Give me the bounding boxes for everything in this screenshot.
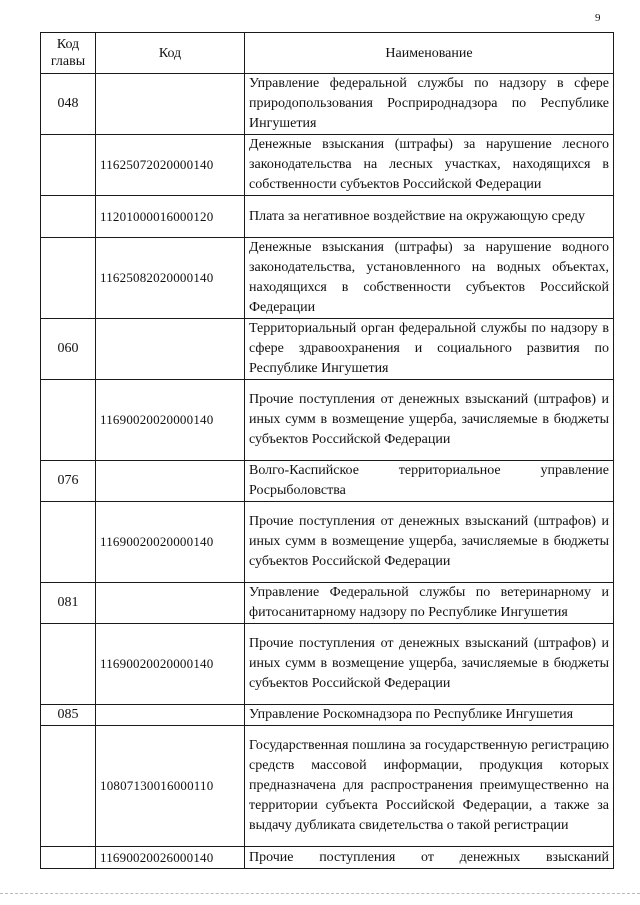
chapter-code-cell	[41, 135, 96, 196]
table-row	[41, 847, 614, 869]
header-name: Наименование	[245, 33, 614, 74]
code-cell	[96, 583, 245, 624]
name-cell: Государственная пошлина за государственную регистрацию средств массовой информации, продукция которых предназначена для распространения преимущественно на территории субъекта Российской Федерации, а также за выдачу дубликата свидетельства о такой регистрации	[245, 726, 614, 847]
code-cell: 10807130016000110	[96, 726, 245, 847]
code-cell	[96, 319, 245, 380]
table-row	[41, 624, 614, 705]
page-number: 9	[595, 12, 601, 24]
table-row	[41, 461, 614, 502]
revenue-codes-table	[40, 32, 614, 869]
name-cell: Управление Роскомнадзора по Республике Ингушетия	[245, 705, 614, 726]
chapter-code-cell	[41, 238, 96, 319]
name-cell: Волго-Каспийское территориальное управление Росрыболовства	[245, 461, 614, 502]
header-chapter-code: Код главы	[41, 33, 96, 74]
bottom-scan-line	[0, 893, 640, 894]
name-cell: Управление Федеральной службы по ветеринарному и фитосанитарному надзору по Республике Ингушетия	[245, 583, 614, 624]
table-row	[41, 74, 614, 135]
table-row	[41, 380, 614, 461]
code-cell: 11201000016000120	[96, 196, 245, 238]
code-cell	[96, 461, 245, 502]
table-header-row	[41, 33, 614, 74]
code-cell: 11690020026000140	[96, 847, 245, 869]
table-row	[41, 135, 614, 196]
name-cell: Денежные взыскания (штрафы) за нарушение водного законодательства, установленного на водных объектах, находящихся в собственности субъектов Российской Федерации	[245, 238, 614, 319]
name-cell: Управление федеральной службы по надзору в сфере природопользования Росприроднадзора по Республике Ингушетия	[245, 74, 614, 135]
table-row	[41, 502, 614, 583]
chapter-code-cell	[41, 502, 96, 583]
name-cell: Территориальный орган федеральной службы по надзору в сфере здравоохранения и социального развития по Республике Ингушетия	[245, 319, 614, 380]
chapter-code-cell: 085	[41, 705, 96, 726]
table-row	[41, 196, 614, 238]
name-cell: Денежные взыскания (штрафы) за нарушение лесного законодательства на лесных участках, находящихся в собственности субъектов Российской Федерации	[245, 135, 614, 196]
code-cell: 11625072020000140	[96, 135, 245, 196]
code-cell: 11690020020000140	[96, 502, 245, 583]
chapter-code-cell	[41, 847, 96, 869]
table-row	[41, 238, 614, 319]
table-row	[41, 583, 614, 624]
code-cell: 11690020020000140	[96, 624, 245, 705]
chapter-code-cell	[41, 380, 96, 461]
chapter-code-cell	[41, 726, 96, 847]
chapter-code-cell	[41, 196, 96, 238]
chapter-code-cell	[41, 624, 96, 705]
header-code: Код	[96, 33, 245, 74]
chapter-code-cell: 048	[41, 74, 96, 135]
code-cell: 11690020020000140	[96, 380, 245, 461]
code-cell	[96, 74, 245, 135]
code-cell	[96, 705, 245, 726]
chapter-code-cell: 076	[41, 461, 96, 502]
name-cell: Прочие поступления от денежных взысканий (штрафов) и иных сумм в возмещение ущерба, зачисляемые в бюджеты субъектов Российской Федерации	[245, 502, 614, 583]
name-cell: Прочие поступления от денежных взысканий (штрафов) и иных сумм в возмещение ущерба, зачисляемые в бюджеты субъектов Российской Федерации	[245, 624, 614, 705]
table-row	[41, 726, 614, 847]
chapter-code-cell: 081	[41, 583, 96, 624]
code-cell: 11625082020000140	[96, 238, 245, 319]
chapter-code-cell: 060	[41, 319, 96, 380]
name-cell: Прочие поступления от денежных взысканий (штрафов) и иных сумм в возмещение ущерба, зачисляемые в бюджеты субъектов Российской Федерации	[245, 380, 614, 461]
table-row	[41, 319, 614, 380]
table-row	[41, 705, 614, 726]
name-cell: Прочие поступления от денежных взысканий	[245, 847, 614, 869]
name-cell: Плата за негативное воздействие на окружающую среду	[245, 196, 614, 238]
